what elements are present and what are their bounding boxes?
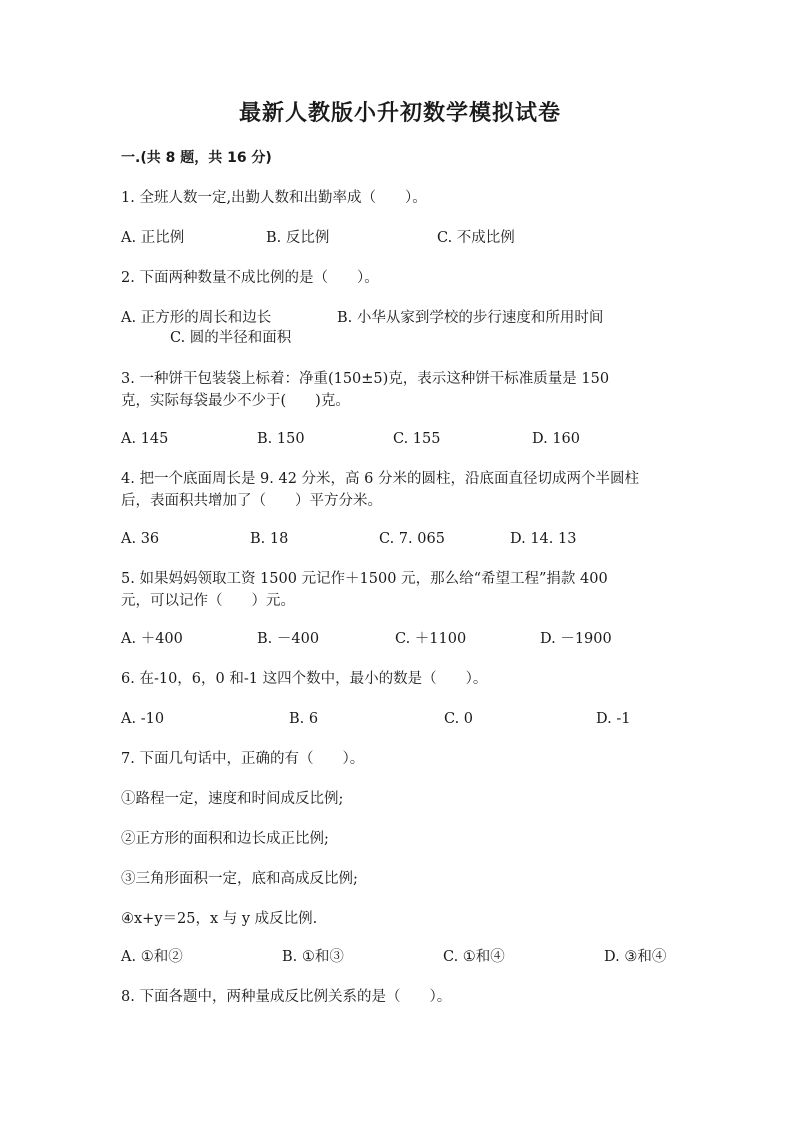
question-7-statement-3: ③三角形面积一定，底和高成反比例; [121,871,358,887]
question-7-option-b[interactable]: B. ①和③ [282,949,344,965]
question-3-option-d[interactable]: D. 160 [532,431,581,447]
question-4-stem-line-1: 4. 把一个底面周长是 9. 42 分米，高 6 分米的圆柱，沿底面直径切成两个半圆柱 [121,471,639,487]
question-6-option-b[interactable]: B. 6 [289,711,319,727]
question-7-statement-4: ④x+y＝25，x 与 y 成反比例. [121,911,318,927]
question-5-stem-line-1: 5. 如果妈妈领取工资 1500 元记作＋1500 元，那么给“希望工程”捐款 400 [121,571,608,587]
question-2-option-a[interactable]: A. 正方形的周长和边长 [121,310,272,326]
question-6-option-d[interactable]: D. -1 [596,711,631,727]
question-3-option-c[interactable]: C. 155 [393,431,441,447]
question-4-stem-line-2: 后，表面积共增加了（ ）平方分米。 [121,493,382,509]
question-7-option-a[interactable]: A. ①和② [121,949,183,965]
question-8-stem: 8. 下面各题中，两种量成反比例关系的是（ ）。 [121,989,452,1005]
question-7-stem: 7. 下面几句话中，正确的有（ ）。 [121,751,365,767]
question-1-option-c[interactable]: C. 不成比例 [437,230,515,246]
question-3-option-a[interactable]: A. 145 [121,431,169,447]
question-7-option-c[interactable]: C. ①和④ [443,949,505,965]
question-5-option-c[interactable]: C. ＋1100 [395,631,467,647]
question-2-stem: 2. 下面两种数量不成比例的是（ ）。 [121,270,379,286]
question-6-option-c[interactable]: C. 0 [444,711,474,727]
question-7-statement-2: ②正方形的面积和边长成正比例; [121,831,329,847]
question-2-option-b[interactable]: B. 小华从家到学校的步行速度和所用时间 [337,310,604,326]
question-1-option-b[interactable]: B. 反比例 [266,230,330,246]
question-4-option-d[interactable]: D. 14. 13 [510,531,577,547]
question-6-stem: 6. 在-10，6，0 和-1 这四个数中，最小的数是（ ）。 [121,671,488,687]
question-1-stem: 1. 全班人数一定,出勤人数和出勤率成（ ）。 [121,190,427,206]
question-3-option-b[interactable]: B. 150 [257,431,305,447]
question-3-stem-line-2: 克，实际每袋最少不少于( )克。 [121,393,350,409]
question-7-statement-1: ①路程一定，速度和时间成反比例; [121,791,344,807]
question-7-option-d[interactable]: D. ③和④ [604,949,667,965]
question-5-option-a[interactable]: A. ＋400 [121,631,183,647]
question-2-option-c[interactable]: C. 圆的半径和面积 [170,330,292,346]
question-6-option-a[interactable]: A. -10 [121,711,165,727]
question-4-option-b[interactable]: B. 18 [250,531,289,547]
section-header: 一.(共 8 题，共 16 分) [121,150,272,166]
question-1-option-a[interactable]: A. 正比例 [121,230,185,246]
question-4-option-a[interactable]: A. 36 [121,531,160,547]
question-5-option-d[interactable]: D. －1900 [540,631,612,647]
question-5-stem-line-2: 元，可以记作（ ）元。 [121,593,295,609]
question-3-stem-line-1: 3. 一种饼干包装袋上标着：净重(150±5)克，表示这种饼干标准质量是 150 [121,371,610,387]
question-4-option-c[interactable]: C. 7. 065 [379,531,445,547]
question-5-option-b[interactable]: B. －400 [257,631,320,647]
page-title: 最新人教版小升初数学模拟试卷 [238,101,561,126]
